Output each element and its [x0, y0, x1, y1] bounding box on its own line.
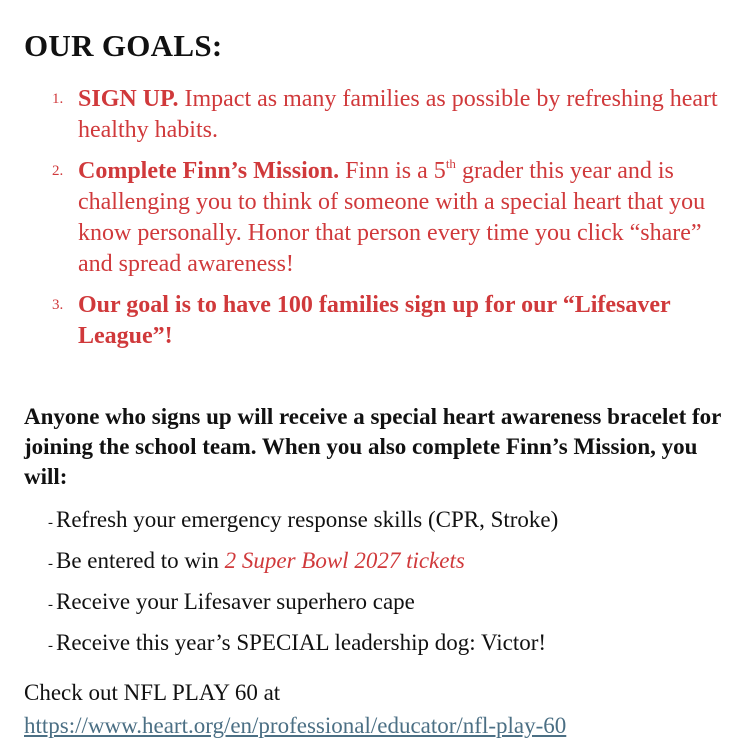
- goal-item-finns-mission: [50, 156, 730, 280]
- benefits-list: [48, 505, 738, 669]
- goal-title: Complete Finn’s Mission.: [78, 158, 340, 184]
- goal-number: 3.: [52, 297, 64, 313]
- goal-item-families-target: [50, 290, 730, 352]
- footer-text: Check out NFL PLAY 60 at: [24, 680, 281, 705]
- rewards-intro: Anyone who signs up will receive a special heart awareness bracelet for joining the school team. When you also complete Finn’s Mission, you will:: [24, 404, 721, 489]
- goal-text: Impact as many families as possible by refreshing heart healthy habits.: [78, 86, 718, 143]
- goal-text-part: grader this year and is challenging you to think of someone with a special heart that you know personally. Honor that person every time you click “share” and spread awareness!: [78, 158, 706, 277]
- goal-text-part: Finn is a 5: [339, 158, 446, 184]
- benefit-item: [48, 587, 738, 617]
- benefit-text: Receive your Lifesaver superhero cape: [56, 589, 415, 614]
- goal-title: SIGN UP.: [78, 86, 179, 112]
- dash-bullet: -: [48, 638, 53, 654]
- nfl-play-60-link[interactable]: https://www.heart.org/en/professional/educator/nfl-play-60: [24, 713, 567, 738]
- benefit-text: Be entered to win: [56, 548, 225, 573]
- footer: [24, 676, 734, 742]
- ordinal-suffix: th: [445, 156, 456, 171]
- dash-bullet: -: [48, 515, 53, 531]
- super-bowl-tickets-highlight: 2 Super Bowl 2027 tickets: [224, 548, 465, 573]
- goal-title: Our goal is to have 100 families sign up for our “Lifesaver League”!: [78, 292, 671, 349]
- benefit-item: [48, 628, 738, 658]
- goal-number: 1.: [52, 91, 64, 107]
- dash-bullet: -: [48, 556, 53, 572]
- page-title: OUR GOALS:: [24, 28, 223, 63]
- benefit-item: [48, 505, 738, 535]
- benefit-text: Refresh your emergency response skills (CPR, Stroke): [56, 507, 559, 532]
- benefit-item: [48, 546, 738, 576]
- benefit-text: Receive this year’s SPECIAL leadership dog: Victor!: [56, 630, 547, 655]
- goals-list: [50, 84, 730, 362]
- dash-bullet: -: [48, 597, 53, 613]
- goal-number: 2.: [52, 163, 64, 179]
- goal-item-sign-up: [50, 84, 730, 146]
